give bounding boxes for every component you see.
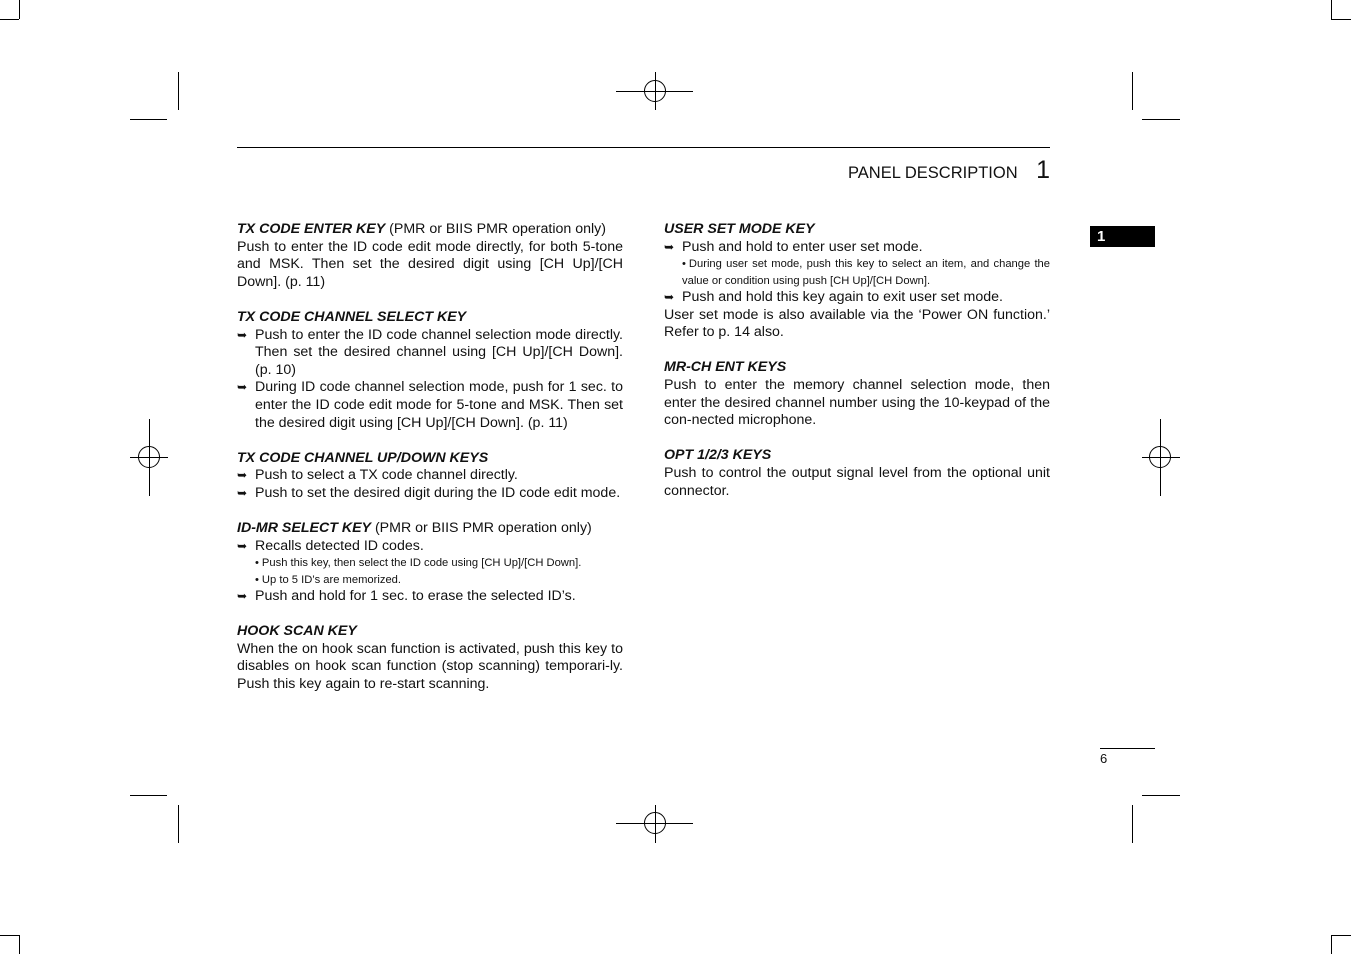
note-item: • During user set mode, push this key to select an item, and change the value or condition using push [CH Up]/[CH Down].	[682, 258, 1050, 287]
trim-mark	[1132, 805, 1133, 843]
crop-mark	[1331, 0, 1332, 19]
section-title-note: (PMR or BIIS PMR operation only)	[371, 520, 592, 537]
crop-mark	[1331, 935, 1332, 954]
section-hook-scan-key	[237, 623, 623, 693]
trim-mark	[130, 795, 167, 796]
paragraph: Push to enter the ID code edit mode directly, for both 5-tone and MSK. Then set the desired digit using [CH Up]/[CH Down]. (p. 11)	[237, 238, 623, 290]
crop-mark	[19, 935, 20, 954]
paragraph: Push to enter the memory channel selection mode, then enter the desired channel number using the 10-keypad of the con-nected microphone.	[664, 376, 1050, 429]
section-header	[848, 156, 1050, 185]
section-title: HOOK SCAN KEY	[237, 623, 357, 640]
chapter-number: 1	[1036, 156, 1050, 184]
bullet-item: ➥ Push to set the desired digit during the ID code edit mode.	[237, 485, 623, 503]
bullet-item: ➥ Push to enter the ID code channel selection mode directly. Then set the desired channel using [CH Up]/[CH Down]. (p. 10)	[237, 327, 623, 380]
header-rule	[237, 147, 1050, 148]
bullet-item: ➥ During ID code channel selection mode, push for 1 sec. to enter the ID code edit mode for 5-tone and MSK. Then set the desired digit using [CH Up]/[CH Down]. (p. 11)	[237, 379, 623, 432]
note-item: • Push this key, then select the ID code using [CH Up]/[CH Down].	[255, 557, 582, 570]
section-title: ID-MR SELECT KEY	[237, 520, 371, 537]
paragraph: When the on hook scan function is activated, push this key to disables on hook scan function (stop scanning) temporari-ly. Push this key again to re-start scanning.	[237, 640, 623, 693]
trim-mark	[1142, 795, 1180, 796]
section-title: PANEL DESCRIPTION	[848, 164, 1018, 182]
trim-mark	[1142, 119, 1180, 120]
section-title: TX CODE CHANNEL UP/DOWN KEYS	[237, 449, 489, 466]
section-mr-ch-ent-keys	[664, 359, 1050, 429]
section-title-note: (PMR or BIIS PMR operation only)	[385, 221, 606, 237]
paragraph: Push to control the output signal level from the optional unit connector.	[664, 464, 1050, 499]
section-title: TX CODE CHANNEL SELECT KEY	[237, 308, 467, 325]
section-title: USER SET MODE KEY	[664, 221, 815, 237]
bullet-item: ➥ Push and hold to enter user set mode.	[664, 239, 1050, 257]
note-item: • Up to 5 ID’s are memorized.	[255, 573, 401, 586]
section-title: TX CODE ENTER KEY	[237, 221, 386, 237]
section-id-mr-select-key	[237, 520, 623, 606]
section-user-set-mode-key	[664, 221, 1050, 342]
page-number: 6	[1100, 751, 1108, 766]
note-text: During user set mode, push this key to select an item, and change the value or condition using push [CH Up]/[CH Down].	[682, 258, 1050, 287]
note-text: Push this key, then select the ID code using [CH Up]/[CH Down].	[261, 557, 582, 570]
section-tx-code-channel-select-key	[237, 309, 623, 432]
trim-mark	[130, 119, 167, 120]
section-opt-keys	[664, 447, 1050, 500]
crop-mark	[1331, 19, 1351, 20]
section-tx-code-channel-up-down-keys	[237, 450, 623, 503]
paragraph: User set mode is also available via the ‘Power ON function.’ Refer to p. 14 also.	[664, 306, 1050, 341]
bullet-item: ➥ Push to select a TX code channel directly.	[237, 467, 623, 485]
section-heading	[237, 520, 623, 538]
section-tx-code-enter-key	[237, 221, 623, 291]
crop-mark	[0, 935, 19, 936]
bullet-item: ➥ Push and hold for 1 sec. to erase the selected ID’s.	[237, 588, 623, 606]
section-title: MR-CH ENT KEYS	[664, 359, 787, 376]
chapter-tab: 1	[1090, 226, 1155, 247]
crop-mark	[1331, 935, 1351, 936]
section-heading	[237, 221, 623, 239]
bullet-item: ➥ Push and hold this key again to exit user set mode.	[664, 289, 1050, 307]
note-text: Up to 5 ID’s are memorized.	[261, 573, 401, 586]
bullet-item: ➥ Recalls detected ID codes.	[237, 538, 623, 556]
right-column	[664, 221, 1050, 518]
crop-mark	[19, 0, 20, 19]
trim-mark	[1132, 72, 1133, 110]
trim-mark	[178, 72, 179, 110]
page-number-rule	[1100, 748, 1155, 749]
trim-mark	[178, 805, 179, 843]
left-column	[237, 221, 623, 711]
section-title: OPT 1/2/3 KEYS	[664, 447, 772, 464]
crop-mark	[0, 19, 19, 20]
